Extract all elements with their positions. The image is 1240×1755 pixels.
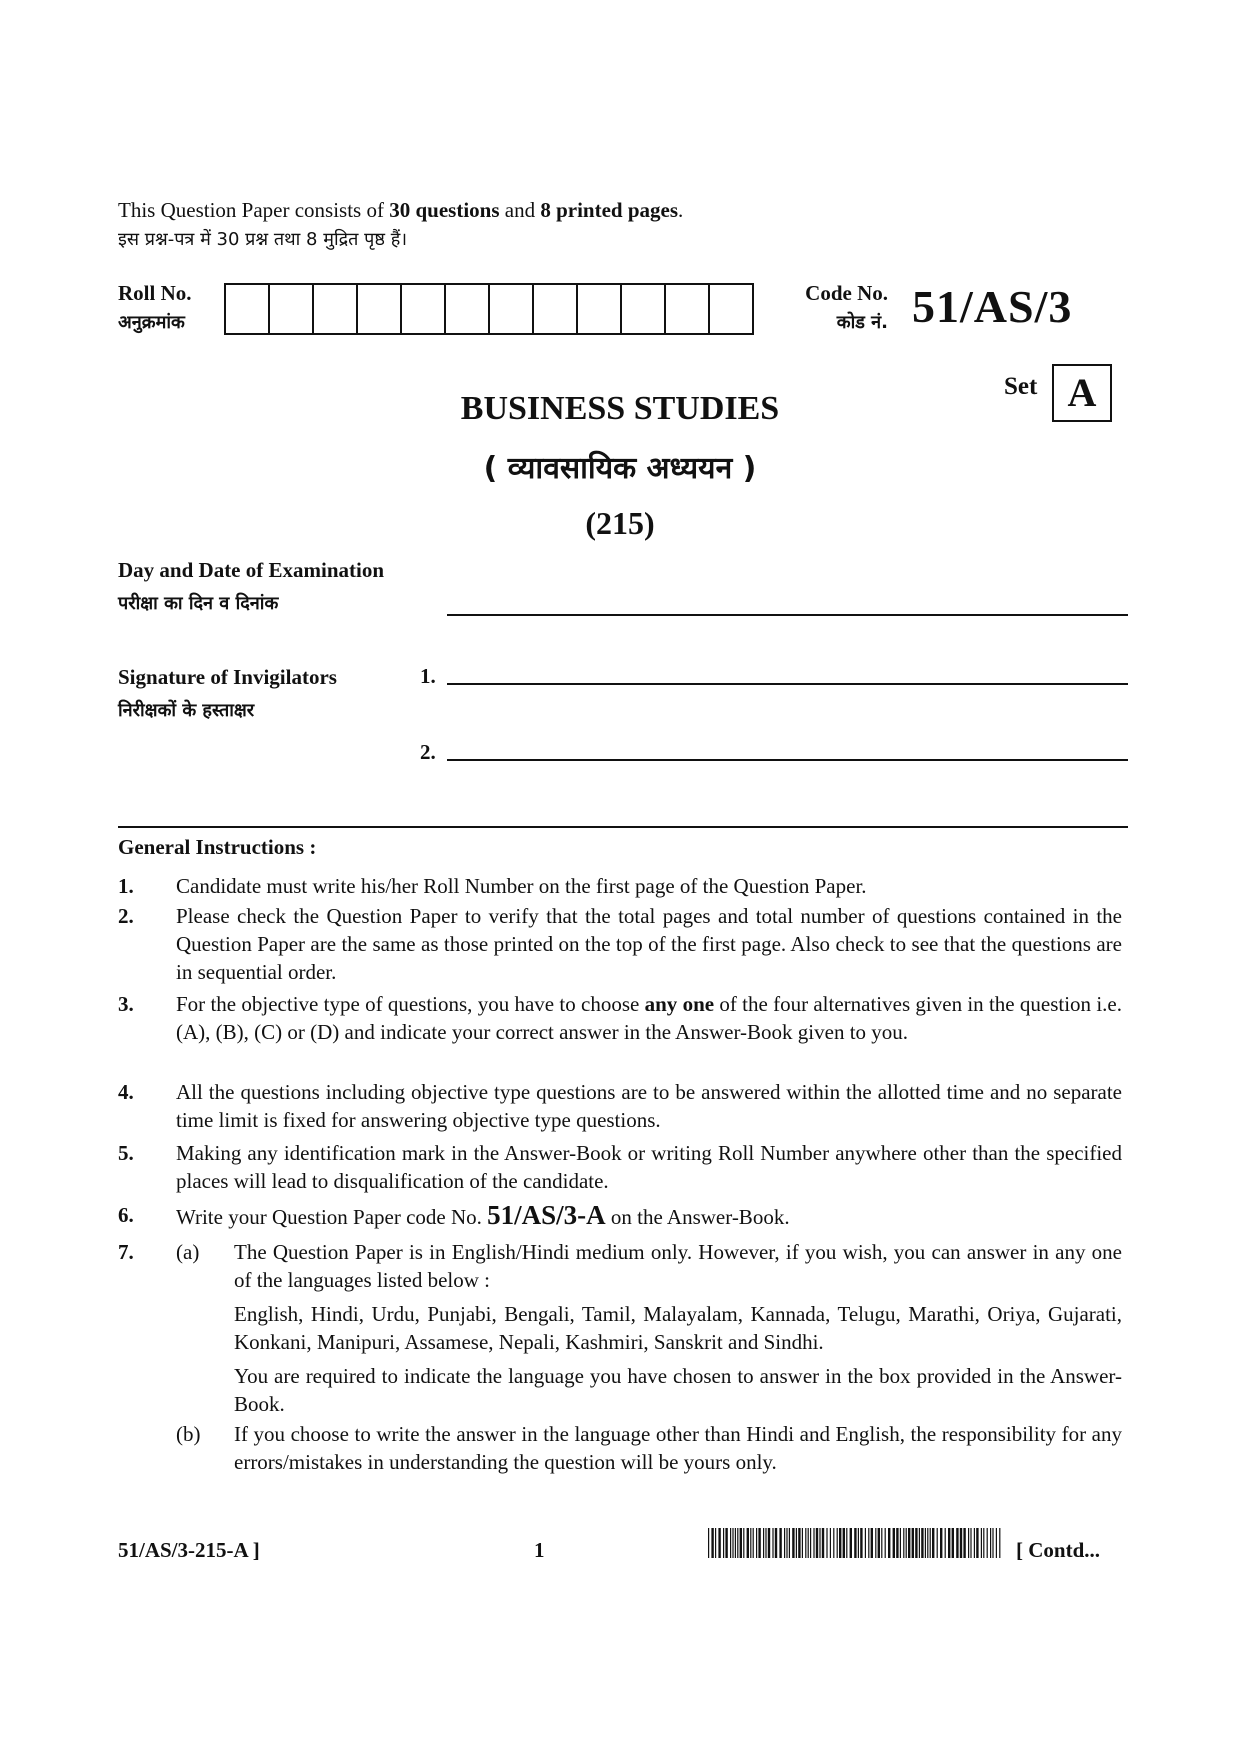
barcode-bar [860, 1528, 862, 1558]
signature-2-number: 2. [420, 740, 436, 764]
barcode-bar [735, 1528, 736, 1558]
instruction-item: 2. Please check the Question Paper to verify that the total pages and total number of questions contained in the Question Paper are the same as those printed on the top of the first page. Also check to see that the questions are in sequential order. [118, 904, 1122, 984]
code-number: 51/AS/3 [912, 281, 1073, 332]
barcode-bar [996, 1528, 997, 1558]
barcode-bar [718, 1528, 720, 1558]
barcode-bar [833, 1528, 834, 1558]
barcode-bar [896, 1528, 898, 1558]
barcode-bar [868, 1528, 869, 1558]
barcode-bar [805, 1528, 806, 1558]
barcode-bar [908, 1528, 910, 1558]
roll-number-box[interactable] [358, 285, 402, 333]
roll-number-box[interactable] [710, 285, 752, 333]
barcode-bar [956, 1528, 958, 1558]
barcode-bar [756, 1528, 757, 1558]
barcode-bar [858, 1528, 859, 1558]
barcode-bar [715, 1528, 716, 1558]
invigilator-signature-label: Signature of Invigilators निरीक्षकों के हस्ताक्षर [118, 665, 337, 721]
barcode-bar [779, 1528, 781, 1558]
barcode-bar [888, 1528, 890, 1558]
barcode-bar [750, 1528, 751, 1558]
roll-number-box[interactable] [578, 285, 622, 333]
barcode-bar [871, 1528, 873, 1558]
subject-title-hi: ( व्यावसायिक अध्ययन ) [483, 451, 757, 486]
roll-number-label: Roll No. अनुक्रमांक [118, 281, 192, 333]
barcode-bar [921, 1528, 923, 1558]
barcode-bar [968, 1528, 969, 1558]
barcode-bar [826, 1528, 827, 1558]
roll-number-box[interactable] [270, 285, 314, 333]
barcode-bar [915, 1528, 917, 1558]
roll-number-boxes[interactable] [224, 283, 754, 335]
barcode-bar [837, 1528, 838, 1558]
roll-number-box[interactable] [402, 285, 446, 333]
barcode-bar [758, 1528, 760, 1558]
set-label: Set [1004, 373, 1038, 400]
barcode-bar [960, 1528, 962, 1558]
barcode-bar [878, 1528, 880, 1558]
barcode-bar [987, 1528, 988, 1558]
barcode-bar [830, 1528, 831, 1558]
barcode-bar [930, 1528, 931, 1558]
barcode-bar [737, 1528, 738, 1558]
barcode-bar [983, 1528, 984, 1558]
barcode-bar [765, 1528, 766, 1558]
barcode-bar [798, 1528, 800, 1558]
continued-label: [ Contd... [1016, 1538, 1101, 1562]
barcode-bar [789, 1528, 790, 1558]
signature-2-line[interactable] [447, 759, 1128, 761]
barcode-bar [843, 1528, 845, 1558]
footer-paper-code: 51/AS/3-215-A ] [118, 1538, 260, 1562]
barcode-bar [786, 1528, 787, 1558]
barcode-bar [763, 1528, 764, 1558]
exam-date-label: Day and Date of Examination परीक्षा का दिन व दिनांक [118, 558, 385, 614]
barcode-bar [813, 1528, 814, 1558]
barcode-bar [992, 1528, 993, 1558]
barcode-bar [925, 1528, 926, 1558]
roll-number-box[interactable] [446, 285, 490, 333]
paper-summary [118, 195, 683, 255]
barcode-bar [940, 1528, 942, 1558]
barcode-bar [990, 1528, 991, 1558]
page-number: 1 [534, 1538, 545, 1562]
barcode-bar [937, 1528, 938, 1558]
instruction-item: 1. Candidate must write his/her Roll Number on the first page of the Question Paper. [118, 874, 867, 898]
roll-number-box[interactable] [622, 285, 666, 333]
code-number-label: Code No. कोड नं. [805, 281, 888, 333]
barcode-bar [912, 1528, 914, 1558]
barcode-bar [740, 1528, 742, 1558]
roll-number-box[interactable] [534, 285, 578, 333]
barcode-bar [919, 1528, 920, 1558]
barcode-bar [730, 1528, 731, 1558]
barcode-bar [952, 1528, 954, 1558]
barcode-bar [810, 1528, 811, 1558]
roll-number-box[interactable] [226, 285, 270, 333]
barcode-bar [875, 1528, 876, 1558]
instructions-heading: General Instructions : [118, 835, 317, 859]
barcode-bar [796, 1528, 797, 1558]
barcode-bar [743, 1528, 744, 1558]
barcode-bar [903, 1528, 904, 1558]
exam-date-line[interactable] [447, 614, 1128, 616]
barcode-bar [747, 1528, 749, 1558]
barcode-bar [945, 1528, 946, 1558]
instruction-item: 4. All the questions including objective type questions are to be answered within the allotted time and no separate time limit is fixed for answering objective type questions. [118, 1080, 1122, 1132]
section-divider [118, 826, 1128, 828]
barcode-bar [768, 1528, 770, 1558]
barcode-bar [999, 1528, 1000, 1558]
instruction-item: 6. Write your Question Paper code No. 51/AS/3-A on the Answer-Book. [118, 1200, 790, 1230]
barcode-bar [708, 1528, 709, 1558]
roll-number-box[interactable] [490, 285, 534, 333]
barcode-bar [802, 1528, 803, 1558]
subject-title-en: BUSINESS STUDIES [460, 390, 780, 427]
barcode-bar [948, 1528, 950, 1558]
barcode-bar [784, 1528, 785, 1558]
barcode-bar [865, 1528, 866, 1558]
barcode-bar [932, 1528, 934, 1558]
barcode-bar [970, 1528, 971, 1558]
barcode-bar [822, 1528, 824, 1558]
barcode-bar [976, 1528, 978, 1558]
instruction-subitem-a: (a) The Question Paper is in English/Hindi medium only. However, if you wish, you can answer in any one of the languages listed below : English, Hindi, Urdu, Punjabi, Bengali, Tamil, Malayalam, Kannada, Telugu, Marathi, Oriya, Gujarati, Konkani, Manipuri, Assamese, Nepali, Kashmiri, Sanskrit and Sindhi. You are required to indicate the language you have chosen to answer in the box provided in the Answer-Book. [176, 1240, 1122, 1416]
barcode-bar [846, 1528, 847, 1558]
barcode-bar [974, 1528, 975, 1558]
barcode-bar [772, 1528, 773, 1558]
barcode-icon [708, 1528, 1004, 1558]
set-value: A [1052, 364, 1112, 422]
roll-number-box[interactable] [314, 285, 358, 333]
subject-code: (215) [585, 505, 655, 541]
barcode-bar [732, 1528, 733, 1558]
barcode-bar [725, 1528, 727, 1558]
barcode-bar [885, 1528, 886, 1558]
barcode-bar [808, 1528, 809, 1558]
barcode-bar [850, 1528, 852, 1558]
barcode-bar [775, 1528, 777, 1558]
signature-1-line[interactable] [447, 683, 1128, 685]
barcode-bar [900, 1528, 901, 1558]
barcode-bar [906, 1528, 907, 1558]
barcode-bar [854, 1528, 856, 1558]
instruction-item: 3. For the objective type of questions, you have to choose any one of the four alternatives given in the question i.e. (A), (B), (C) or (D) and indicate your correct answer in the Answer-Book given to you. [118, 992, 1122, 1044]
barcode-bar [753, 1528, 754, 1558]
paper-summary-en: This Question Paper consists of 30 questions and 8 printed pages. [118, 198, 684, 222]
barcode-bar [839, 1528, 841, 1558]
barcode-bar [963, 1528, 965, 1558]
roll-number-box[interactable] [666, 285, 710, 333]
barcode-bar [711, 1528, 713, 1558]
paper-summary-hi: इस प्रश्न-पत्र में 30 प्रश्न तथा 8 मुद्रित पृष्ठ हैं। [118, 229, 408, 250]
barcode-bar [723, 1528, 724, 1558]
barcode-bar [881, 1528, 882, 1558]
instruction-item: 5. Making any identification mark in the Answer-Book or writing Roll Number anywhere other than the specified places will lead to disqualification of the candidate. [118, 1141, 1122, 1193]
barcode-bar [819, 1528, 820, 1558]
barcode-bar [816, 1528, 818, 1558]
barcode-bar [927, 1528, 928, 1558]
barcode-bar [792, 1528, 794, 1558]
barcode-bar [893, 1528, 895, 1558]
signature-1-number: 1. [420, 664, 436, 688]
instruction-subitem-b: (b) If you choose to write the answer in the language other than Hindi and English, the responsibility for any errors/mistakes in understanding the question will be yours only. [176, 1422, 1122, 1474]
barcode-bar [981, 1528, 982, 1558]
